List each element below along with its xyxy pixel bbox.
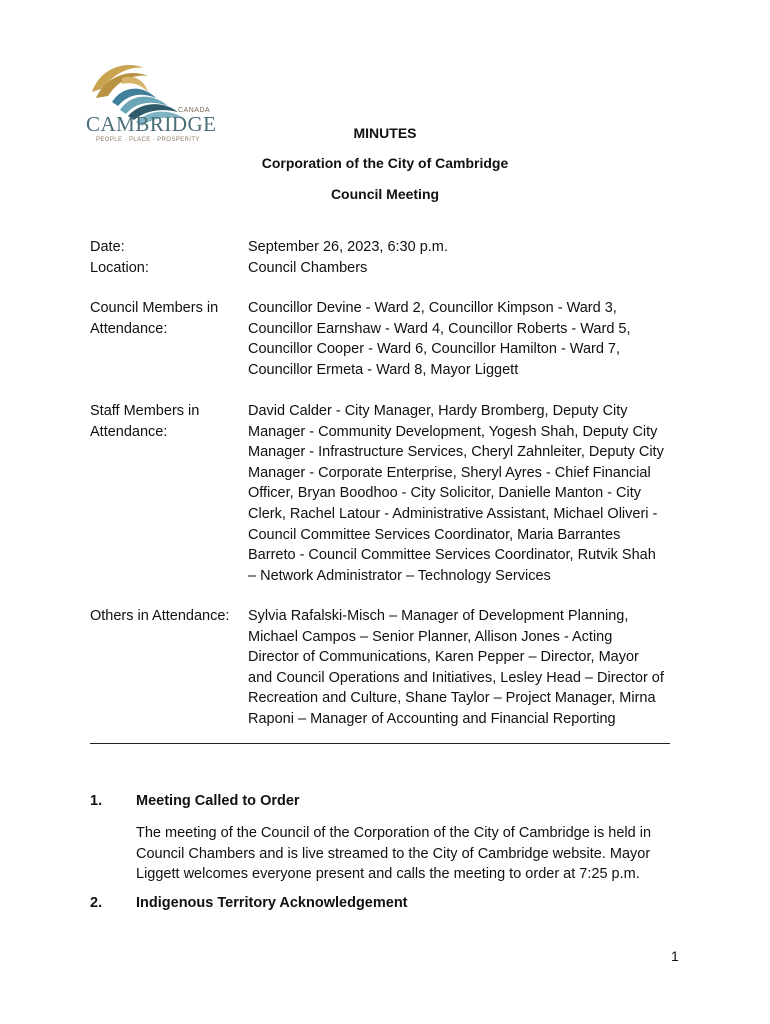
text-line: Manager - Infrastructure Services, Cheryl Zahnleiter, Deputy City <box>248 444 664 461</box>
document-title: MINUTES <box>353 125 417 141</box>
logo-tagline: PEOPLE · PLACE · PROSPERITY <box>96 137 200 143</box>
others-list <box>248 606 688 730</box>
text-line: Recreation and Culture, Shane Taylor – Project Manager, Mirna <box>248 690 656 707</box>
staff-label-line: Attendance: <box>90 423 168 440</box>
date-value: September 26, 2023, 6:30 p.m. <box>248 239 448 255</box>
text-line: – Network Administrator – Technology Services <box>248 567 551 584</box>
text-line: Councillor Devine - Ward 2, Councillor Kimpson - Ward 3, <box>248 300 617 316</box>
text-line: Council Committee Services Coordinator, Maria Barrantes <box>248 526 621 543</box>
text-line: Clerk, Rachel Latour - Administrative Assistant, Michael Oliveri - <box>248 505 658 522</box>
meeting-title: Council Meeting <box>330 186 440 202</box>
text-line: and Council Operations and Initiatives, Lesley Head – Director of <box>248 669 664 686</box>
section-paragraph <box>136 823 681 885</box>
section-number: 1. <box>90 793 103 809</box>
logo-wordmark: CAMBRIDGE <box>86 112 217 136</box>
text-line: Barreto - Council Committee Services Coordinator, Rutvik Shah <box>248 547 656 564</box>
text-line: Councillor Ermeta - Ward 8, Mayor Liggett <box>248 361 519 378</box>
section-title: Meeting Called to Order <box>136 793 300 809</box>
council-members-list <box>248 298 688 380</box>
text-line: Michael Campos – Senior Planner, Allison Jones - Acting <box>248 628 613 645</box>
location-label: Location: <box>90 260 149 276</box>
text-line: Council Chambers and is live streamed to the City of Cambridge website. Mayor <box>136 845 651 862</box>
text-line: Liggett welcomes everyone present and calls the meeting to order at 7:25 p.m. <box>136 866 640 883</box>
text-line: Raponi – Manager of Accounting and Financial Reporting <box>248 710 616 727</box>
page-number: 1 <box>671 948 679 964</box>
text-line: Officer, Bryan Boodhoo - City Solicitor, Danielle Manton - City <box>248 485 642 502</box>
section-title: Indigenous Territory Acknowledgement <box>136 895 408 911</box>
location-value: Council Chambers <box>248 260 368 276</box>
staff-label-line: Staff Members in <box>90 403 200 419</box>
text-line: Director of Communications, Karen Pepper – Director, Mayor <box>248 649 639 666</box>
logo-country-text: CANADA <box>178 107 211 114</box>
staff-members-list <box>248 401 688 586</box>
section-number: 2. <box>90 895 103 911</box>
council-label-line: Attendance: <box>90 320 168 337</box>
staff-members-label <box>90 401 240 442</box>
text-line: Sylvia Rafalski-Misch – Manager of Development Planning, <box>248 608 629 624</box>
text-line: The meeting of the Council of the Corporation of the City of Cambridge is held in <box>136 825 652 841</box>
organization-title: Corporation of the City of Cambridge <box>261 155 509 171</box>
text-line: David Calder - City Manager, Hardy Bromberg, Deputy City <box>248 403 628 419</box>
text-line: Councillor Earnshaw - Ward 4, Councillor Roberts - Ward 5, <box>248 320 631 337</box>
text-line: Councillor Cooper - Ward 6, Councillor Hamilton - Ward 7, <box>248 341 621 358</box>
divider-line <box>90 743 670 744</box>
text-line: Manager - Community Development, Yogesh Shah, Deputy City <box>248 423 658 440</box>
council-members-label <box>90 298 240 339</box>
council-label-line: Council Members in <box>90 300 219 316</box>
date-label: Date: <box>90 239 125 255</box>
text-line: Manager - Corporate Enterprise, Sheryl Ayres - Chief Financial <box>248 464 651 481</box>
others-label: Others in Attendance: <box>90 608 230 624</box>
